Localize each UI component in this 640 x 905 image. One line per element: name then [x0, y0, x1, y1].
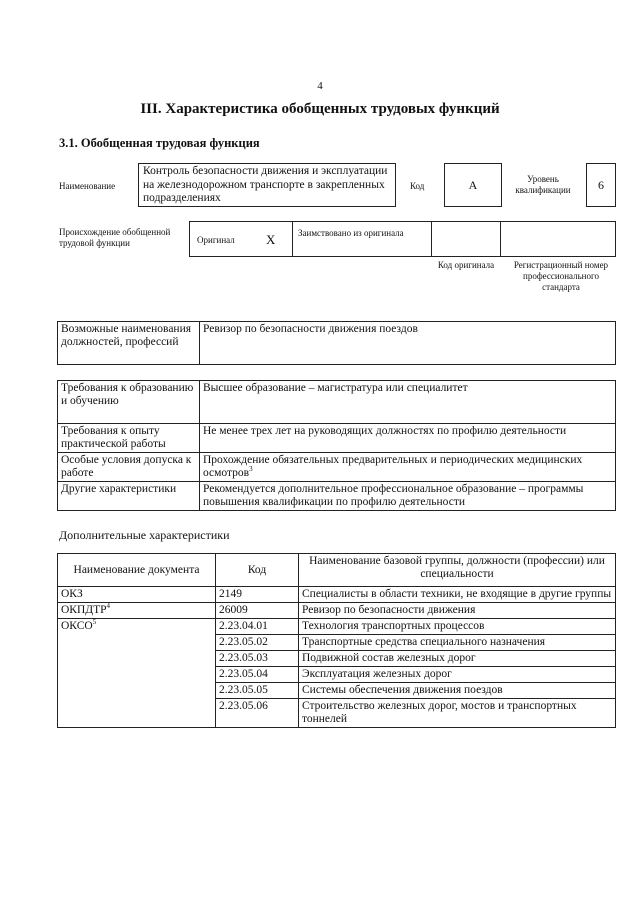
section-title: III. Характеристика обобщенных трудовых функций	[140, 101, 500, 117]
level-value-box: 6	[586, 163, 616, 207]
name-cell: Технология транспортных процессов	[299, 619, 616, 635]
borrowed-label: Заимствовано из оригинала	[298, 228, 404, 238]
original-label: Оригинал	[197, 235, 235, 245]
table-row	[58, 619, 616, 635]
doc-cell	[58, 619, 216, 728]
origin-table	[189, 221, 616, 257]
additional-heading: Дополнительные характеристики	[59, 528, 230, 542]
requirement-value: Рекомендуется дополнительное профессиональное образование – программы повышения квалификации по профилю деятельности	[200, 482, 616, 511]
name-cell: Подвижной состав железных дорог	[299, 651, 616, 667]
code-cell: 2.23.05.02	[216, 635, 299, 651]
requirement-label: Особые условия допуска к работе	[58, 453, 200, 482]
table-row	[58, 424, 616, 453]
requirement-text: Прохождение обязательных предварительных и периодических медицинских осмотров	[203, 454, 583, 479]
table-row	[58, 381, 616, 424]
requirement-label: Другие характеристики	[58, 482, 200, 511]
positions-label: Возможные наименования должностей, профессий	[58, 322, 200, 365]
doc-cell	[58, 587, 216, 603]
requirement-label: Требования к образованию и обучению	[58, 381, 200, 424]
header-document: Наименование документа	[58, 554, 216, 587]
original-mark: X	[266, 232, 276, 247]
divider	[292, 221, 293, 257]
origin-label: Происхождение обобщенной трудовой функции	[59, 227, 171, 248]
requirement-value: Высшее образование – магистратура или специалитет	[200, 381, 616, 424]
requirement-label: Требования к опыту практической работы	[58, 424, 200, 453]
code-cell: 2.23.05.05	[216, 683, 299, 699]
doc-name: ОКСО	[61, 620, 93, 632]
footnote-ref: 4	[106, 602, 111, 611]
code-cell: 2.23.04.01	[216, 619, 299, 635]
requirement-value: Не менее трех лет на руководящих должностях по профилю деятельности	[200, 424, 616, 453]
code-cell: 2.23.05.06	[216, 699, 299, 728]
table-row	[58, 603, 616, 619]
requirement-value	[200, 453, 616, 482]
footnote-ref: 5	[92, 618, 97, 627]
header-code: Код	[216, 554, 299, 587]
table-row	[58, 322, 616, 365]
code-original-caption: Код оригинала	[437, 260, 495, 270]
doc-cell	[58, 603, 216, 619]
additional-table	[57, 553, 616, 728]
name-cell: Транспортные средства специального назначения	[299, 635, 616, 651]
table-row	[58, 587, 616, 603]
header-name: Наименование базовой группы, должности (профессии) или специальности	[299, 554, 616, 587]
code-cell: 2.23.05.03	[216, 651, 299, 667]
code-cell: 2.23.05.04	[216, 667, 299, 683]
positions-value: Ревизор по безопасности движения поездов	[200, 322, 616, 365]
function-name-box	[138, 163, 396, 207]
requirements-table	[57, 380, 616, 511]
page-number: 4	[317, 80, 323, 92]
doc-name: ОКЗ	[61, 588, 83, 600]
table-row	[58, 482, 616, 511]
divider	[431, 221, 432, 257]
level-label: Уровень квалификации	[515, 174, 571, 195]
name-cell: Системы обеспечения движения поездов	[299, 683, 616, 699]
name-cell: Ревизор по безопасности движения	[299, 603, 616, 619]
code-cell: 2149	[216, 587, 299, 603]
function-code-box: А	[444, 163, 502, 207]
table-header-row	[58, 554, 616, 587]
positions-table	[57, 321, 616, 365]
doc-name: ОКПДТР	[61, 604, 107, 616]
name-cell: Эксплуатация железных дорог	[299, 667, 616, 683]
code-label: Код	[410, 181, 425, 191]
divider	[500, 221, 501, 257]
footnote-ref: 3	[249, 465, 253, 474]
function-name-value: Контроль безопасности движения и эксплуатации на железнодорожном транспорте в закрепленных подразделениях	[143, 165, 388, 204]
reg-number-caption: Регистрационный номер профессионального стандарта	[513, 260, 609, 292]
name-label: Наименование	[59, 181, 116, 191]
code-cell: 26009	[216, 603, 299, 619]
subsection-title: 3.1. Обобщенная трудовая функция	[59, 136, 260, 150]
table-row	[58, 453, 616, 482]
name-cell: Специалисты в области техники, не входящие в другие группы	[299, 587, 616, 603]
name-cell: Строительство железных дорог, мостов и транспортных тоннелей	[299, 699, 616, 728]
